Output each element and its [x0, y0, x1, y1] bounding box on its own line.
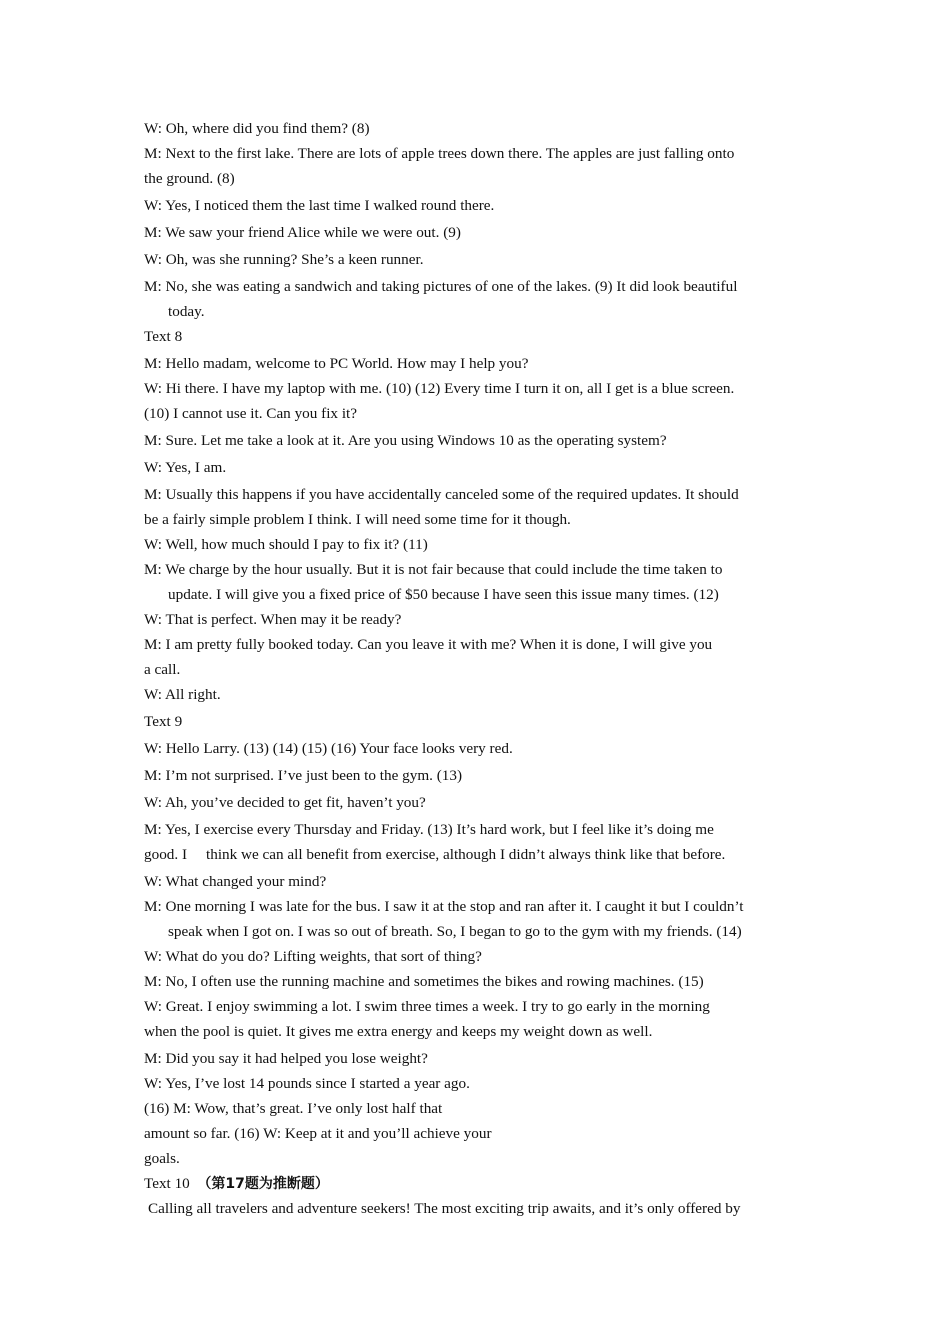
text-line: good. I think we can all benefit from exercise, although I didn’t always think like that before.	[144, 846, 726, 863]
text-line: W: All right.	[144, 686, 221, 703]
text-line: Calling all travelers and adventure seekers! The most exciting trip awaits, and it’s only offered by	[148, 1200, 741, 1217]
text-line: W: What changed your mind?	[144, 873, 327, 890]
text-line: M: We charge by the hour usually. But it is not fair because that could include the time taken to	[144, 561, 723, 578]
text-line: when the pool is quiet. It gives me extra energy and keeps my weight down as well.	[144, 1023, 653, 1040]
document-page	[144, 116, 810, 1221]
text-line: M: No, I often use the running machine and sometimes the bikes and rowing machines. (15)	[144, 973, 704, 990]
text-line: a call.	[144, 661, 181, 678]
text-line: M: Next to the first lake. There are lots of apple trees down there. The apples are just falling onto	[144, 145, 735, 162]
text-line: M: Hello madam, welcome to PC World. How may I help you?	[144, 355, 529, 372]
text-line: update. I will give you a fixed price of $50 because I have seen this issue many times. (12)	[168, 586, 719, 603]
text-line: M: No, she was eating a sandwich and taking pictures of one of the lakes. (9) It did look beautiful	[144, 278, 738, 295]
text-line: W: That is perfect. When may it be ready?	[144, 611, 402, 628]
text-line: W: Great. I enjoy swimming a lot. I swim three times a week. I try to go early in the morning	[144, 998, 710, 1015]
text-line: (10) I cannot use it. Can you fix it?	[144, 405, 357, 422]
text-line: goals.	[144, 1150, 180, 1167]
section-heading: Text 8	[144, 328, 183, 345]
text-line: W: Hello Larry. (13) (14) (15) (16) Your face looks very red.	[144, 740, 513, 757]
text-line: M: I am pretty fully booked today. Can you leave it with me? When it is done, I will give you	[144, 636, 713, 653]
section-note: （第17题为推断题）	[197, 1176, 329, 1192]
text-line: W: What do you do? Lifting weights, that sort of thing?	[144, 948, 482, 965]
text-line: M: Yes, I exercise every Thursday and Friday. (13) It’s hard work, but I feel like it’s doing me	[144, 821, 714, 838]
section-heading	[144, 1171, 810, 1196]
text-line: M: Did you say it had helped you lose weight?	[144, 1050, 428, 1067]
text-line: W: Ah, you’ve decided to get fit, haven’t you?	[144, 794, 426, 811]
text-line: M: Usually this happens if you have accidentally canceled some of the required updates. It should	[144, 486, 739, 503]
section-heading-label: Text 10	[144, 1175, 198, 1192]
text-line: M: Sure. Let me take a look at it. Are you using Windows 10 as the operating system?	[144, 432, 667, 449]
text-line: be a fairly simple problem I think. I will need some time for it though.	[144, 511, 571, 528]
text-line: the ground. (8)	[144, 170, 235, 187]
text-line: amount so far. (16) W: Keep at it and you’ll achieve your	[144, 1125, 492, 1142]
text-line: W: Yes, I noticed them the last time I walked round there.	[144, 197, 495, 214]
text-line: M: One morning I was late for the bus. I saw it at the stop and ran after it. I caught it but I couldn’t	[144, 898, 744, 915]
text-line: W: Yes, I’ve lost 14 pounds since I started a year ago.	[144, 1075, 470, 1092]
text-line: W: Well, how much should I pay to fix it? (11)	[144, 536, 428, 553]
text-line: W: Hi there. I have my laptop with me. (10) (12) Every time I turn it on, all I get is a blue screen.	[144, 380, 735, 397]
text-line: M: I’m not surprised. I’ve just been to the gym. (13)	[144, 767, 463, 784]
text-line: W: Oh, was she running? She’s a keen runner.	[144, 251, 424, 268]
section-heading: Text 9	[144, 713, 183, 730]
text-line: W: Oh, where did you find them? (8)	[144, 120, 370, 137]
text-line: W: Yes, I am.	[144, 459, 227, 476]
text-line: (16) M: Wow, that’s great. I’ve only lost half that	[144, 1100, 443, 1117]
text-line: M: We saw your friend Alice while we were out. (9)	[144, 224, 461, 241]
text-line: today.	[168, 303, 205, 320]
text-line: speak when I got on. I was so out of breath. So, I began to go to the gym with my friends. (14)	[168, 923, 742, 940]
